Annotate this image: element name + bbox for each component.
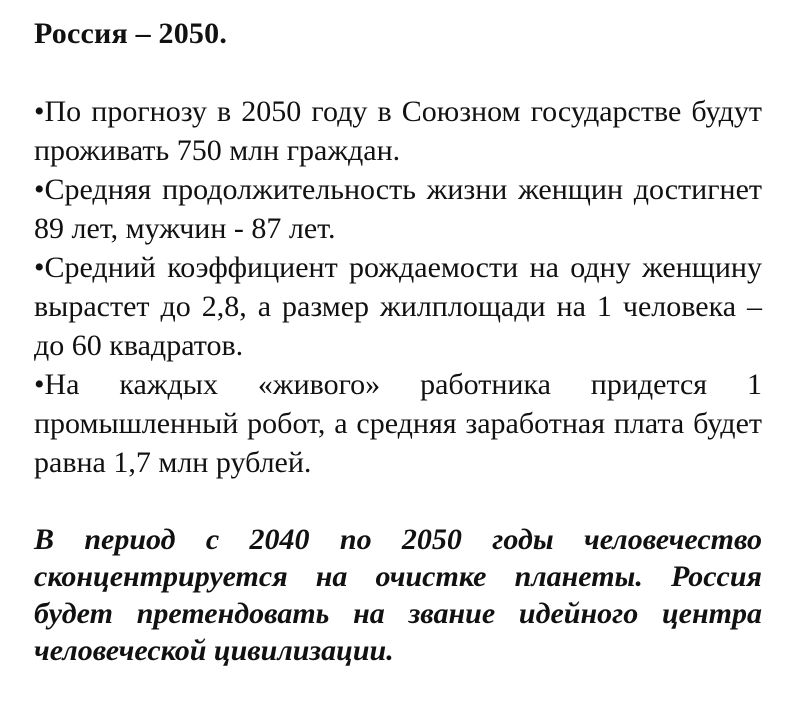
bullet-list xyxy=(34,92,762,482)
bullet-birth-rate-housing: •Средний коэффициент рождаемости на одну женщину вырастет до 2,8, а размер жилплощади на 1 человека – до 60 квадратов. xyxy=(34,251,762,362)
conclusion-paragraph: В период с 2040 по 2050 годы человечество сконцентрируется на очистке планеты. Россия будет претендовать на звание идейного центра человеческой цивилизации. xyxy=(34,523,762,667)
bullet-population: •По прогнозу в 2050 году в Союзном государстве будут проживать 750 млн граждан. xyxy=(34,95,762,167)
slide-content xyxy=(34,14,762,669)
bullet-robots-salary: •На каждых «живого» работника придется 1 промышленный робот, а средняя заработная плата будет равна 1,7 млн рублей. xyxy=(34,368,762,479)
slide-title: Россия – 2050. xyxy=(34,17,228,50)
bullet-life-expectancy: •Средняя продолжительность жизни женщин достигнет 89 лет, мужчин - 87 лет. xyxy=(34,173,762,245)
